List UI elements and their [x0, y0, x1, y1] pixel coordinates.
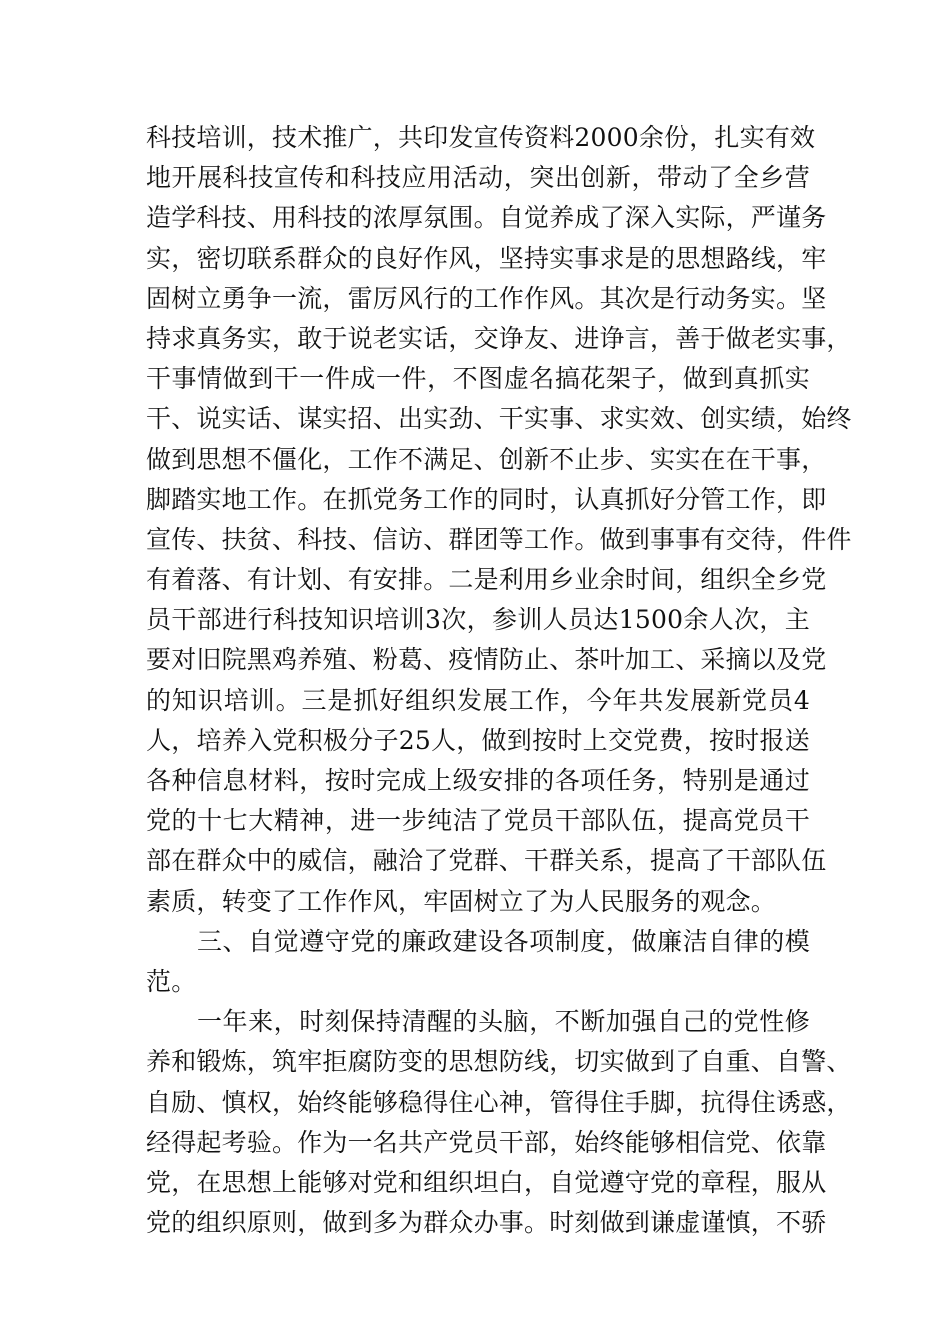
- text-line: 员干部进行科技知识培训3次，参训人员达1500余人次，主: [146, 605, 810, 635]
- section-heading: [146, 922, 810, 1002]
- text-line: 党，在思想上能够对党和组织坦白，自觉遵守党的章程，服从: [146, 1167, 827, 1197]
- heading-line: 三、自觉遵守党的廉政建设各项制度，做廉洁自律的模: [197, 926, 810, 956]
- text-line: 养和锻炼，筑牢拒腐防变的思想防线，切实做到了自重、自警、: [146, 1047, 852, 1077]
- text-line: 固树立勇争一流，雷厉风行的工作作风。其次是行动务实。坚: [146, 283, 827, 313]
- text-line: 一年来，时刻保持清醒的头脑，不断加强自己的党性修: [197, 1007, 810, 1037]
- document-body: [146, 118, 852, 1243]
- text-line: 党的组织原则，做到多为群众办事。时刻做到谦虚谨慎，不骄: [146, 1208, 827, 1238]
- text-line: 干事情做到干一件成一件，不图虚名搞花架子，做到真抓实: [146, 364, 810, 394]
- text-line: 素质，转变了工作作风，牢固树立了为人民服务的观念。: [146, 886, 777, 916]
- text-line: 实，密切联系群众的良好作风，坚持实事求是的思想路线，牢: [146, 243, 827, 273]
- text-line: 干、说实话、谋实招、出实劲、干实事、求实效、创实绩，始终: [146, 404, 852, 434]
- text-line: 经得起考验。作为一名共产党员干部，始终能够相信党、依靠: [146, 1127, 827, 1157]
- text-line: 持求真务实，敢于说老实话，交诤友、进诤言，善于做老实事，: [146, 323, 852, 353]
- text-line: 宣传、扶贫、科技、信访、群团等工作。做到事事有交待，件件: [146, 524, 852, 554]
- text-line: 各种信息材料，按时完成上级安排的各项任务，特别是通过: [146, 766, 810, 795]
- text-line: 做到思想不僵化，工作不满足、创新不止步、实实在在干事，: [146, 444, 827, 474]
- paragraph: [146, 1002, 852, 1243]
- text-line: 部在群众中的威信，融洽了党群、干群关系，提高了干部队伍: [146, 846, 827, 876]
- heading-line: 范。: [146, 966, 197, 996]
- text-line: 科技培训，技术推广，共印发宣传资料2000余份，扎实有效: [146, 123, 816, 152]
- text-line: 地开展科技宣传和科技应用活动，突出创新，带动了全乡营: [146, 163, 810, 193]
- text-line: 要对旧院黑鸡养殖、粉葛、疫情防止、茶叶加工、采摘以及党: [146, 645, 827, 675]
- text-line: 自励、慎权，始终能够稳得住心神，管得住手脚，抗得住诱惑，: [146, 1087, 852, 1117]
- text-line: 脚踏实地工作。在抓党务工作的同时，认真抓好分管工作，即: [146, 484, 827, 514]
- text-line: 党的十七大精神，进一步纯洁了党员干部队伍，提高党员干: [146, 806, 810, 836]
- text-line: 造学科技、用科技的浓厚氛围。自觉养成了深入实际，严谨务: [146, 203, 827, 233]
- text-line: 人，培养入党积极分子25人，做到按时上交党费，按时报送: [146, 725, 810, 755]
- paragraph-continuation: [146, 118, 852, 922]
- text-line: 的知识培训。三是抓好组织发展工作，今年共发展新党员4: [146, 685, 810, 715]
- text-line: 有着落、有计划、有安排。二是利用乡业余时间，组织全乡党: [146, 565, 827, 595]
